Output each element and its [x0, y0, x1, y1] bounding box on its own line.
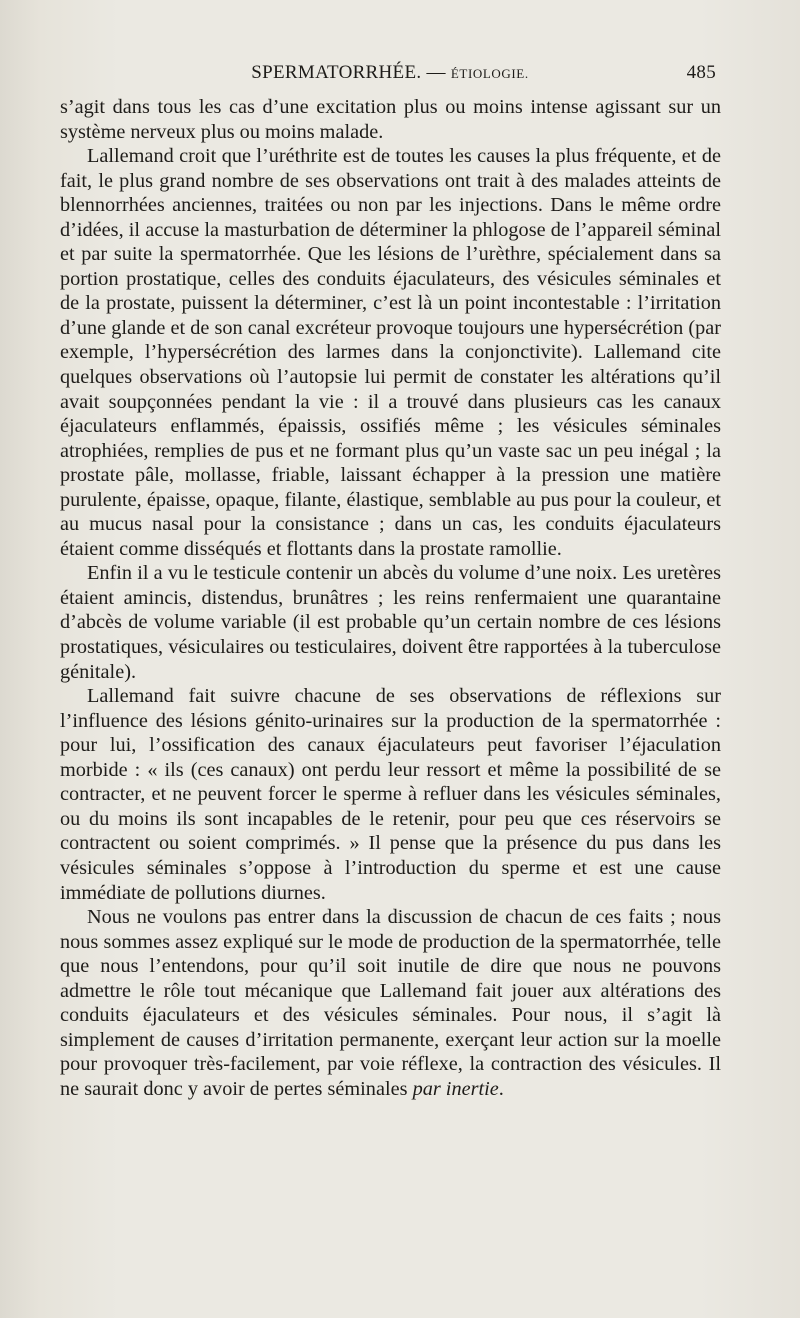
page-number: 485: [686, 62, 716, 83]
paragraph-discussion: [60, 905, 721, 1101]
paragraph-testicle-abscess: Enfin il a vu le testicule contenir un abcès du volume d’une noix. Les uretères étaient amincis, distendus, brunâtres ; les reins renfermaient une quarantaine d’abcès de volume variable (il est probable qu’un certain nombre de ces lésions prostatiques, vésiculaires ou testiculaires, doivent être rapportées à la tuberculose génitale).: [60, 562, 721, 683]
paragraph-end-punct: .: [498, 1077, 504, 1100]
running-title: SPERMATORRHÉE.: [251, 62, 422, 83]
page-header: [60, 62, 720, 88]
paragraph-continued: s’agit dans tous les cas d’une excitation plus ou moins intense agissant sur un système nerveux plus ou moins malade.: [60, 96, 721, 143]
running-head: [60, 62, 720, 84]
page-body: [60, 95, 721, 1101]
header-dash: —: [426, 62, 446, 83]
section-title: ÉTIOLOGIE.: [450, 66, 529, 81]
paragraph-urethritis: Lallemand croit que l’uréthrite est de toutes les causes la plus fréquente, et de fait, le plus grand nombre de ses observations ont trait à des malades atteints de blennorrhées anciennes, traitées ou non par les injections. Dans le même ordre d’idées, il accuse la masturbation de déterminer la phlogose de l’appareil séminal et par suite la spermatorrhée. Que les lésions de l’urèthre, spécialement dans sa portion prostatique, celles des conduits éjaculateurs, des vésicules séminales et de la prostate, puissent la déterminer, c’est là un point incontestable : l’irritation d’une glande et de son canal excréteur provoque toujours une hypersécrétion (par exemple, l’hypersécrétion des larmes dans la conjonctivite). Lallemand cite quelques observations où l’autopsie lui permit de constater les altérations qu’il avait soupçonnées pendant la vie : il a trouvé dans plusieurs cas les canaux éjaculateurs enflammés, épaissis, ossifiés même ; les vésicules séminales atrophiées, remplies de pus et ne formant plus qu’un vaste sac un peu inégal ; la prostate pâle, mollasse, friable, laissant échapper à la pression une matière purulente, épaisse, opaque, filante, élastique, semblable au pus pour la couleur, et au mucus nasal pour la consistance ; dans un cas, les conduits éjaculateurs étaient comme disséqués et flottants dans la prostate ramollie.: [60, 145, 721, 560]
italic-phrase: par inertie: [412, 1077, 499, 1100]
paragraph-reflections: Lallemand fait suivre chacune de ses observations de réflexions sur l’influence des lésions génito-urinaires sur la production de la spermatorrhée : pour lui, l’ossification des canaux éjaculateurs peut favoriser l’éjaculation morbide : « ils (ces canaux) ont perdu leur ressort et même la possibilité de se contracter, et ne peuvent forcer le sperme à refluer dans les vésicules séminales, ou du moins ils sont incapables de le retenir, pour peu que ces réservoirs se contractent ou soient comprimés. » Il pense que la présence du pus dans les vésicules séminales s’oppose à l’introduction du sperme et est une cause immédiate de pollutions diurnes.: [60, 685, 721, 904]
paragraph-discussion-text: Nous ne voulons pas entrer dans la discussion de chacun de ces faits ; nous nous sommes assez expliqué sur le mode de production de la spermatorrhée, telle que nous l’entendons, pour qu’il soit inutile de dire que nous ne pouvons admettre le rôle tout mécanique que Lallemand fait jouer aux altérations des conduits éjaculateurs et des vésicules séminales. Pour nous, il s’agit là simplement de causes d’irritation permanente, exerçant leur action sur la moelle pour provoquer très-facilement, par voie réflexe, la contraction des vésicules. Il ne saurait donc y avoir de pertes séminales: [60, 906, 721, 1100]
